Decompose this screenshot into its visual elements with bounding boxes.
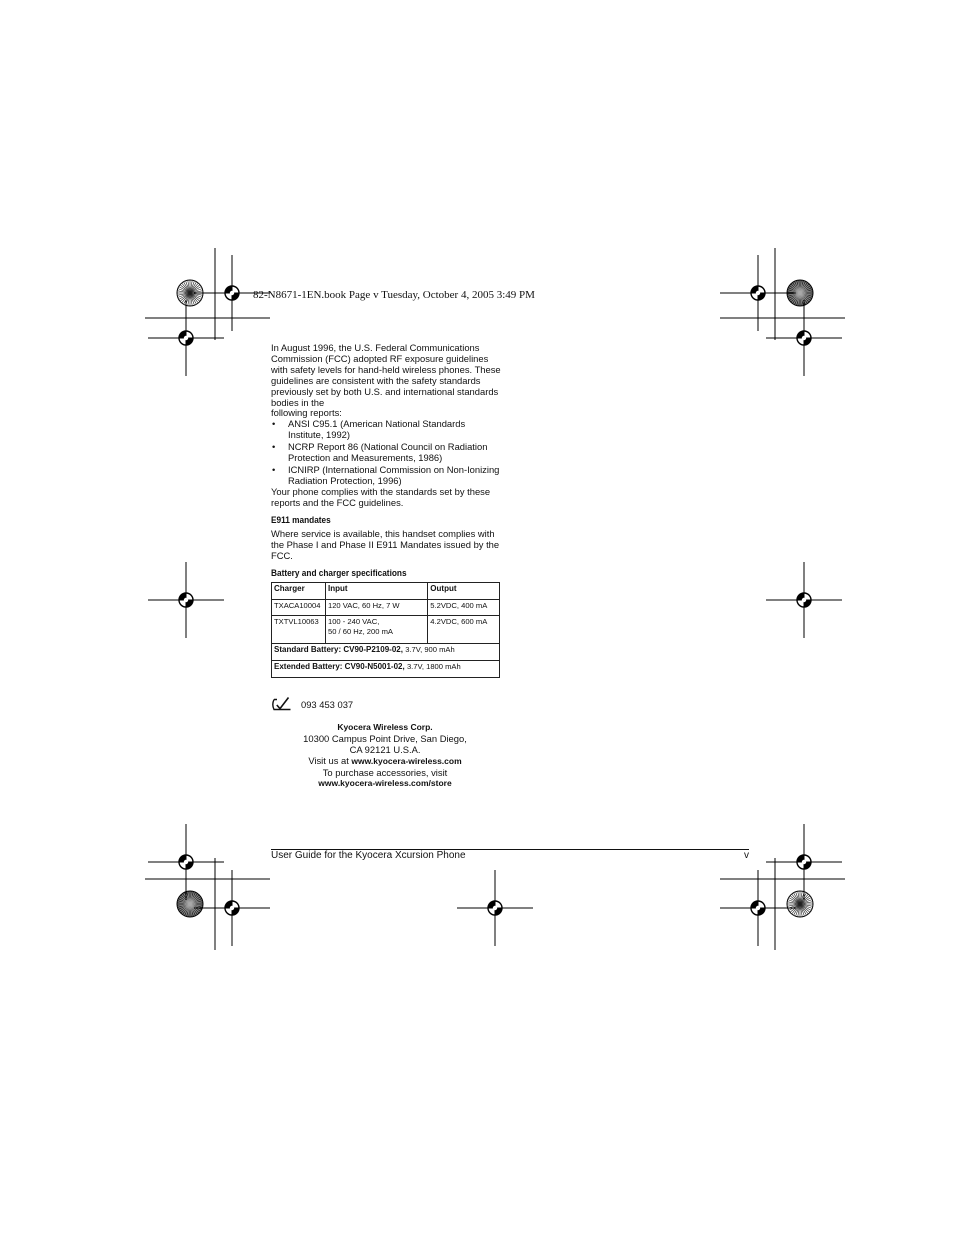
registration-dot (802, 598, 806, 602)
charger-cell: TXTVL10063 (272, 615, 326, 643)
visit-prefix: Visit us at (308, 755, 352, 766)
table-row (272, 599, 500, 615)
registration-dot (230, 906, 234, 910)
company-name: Kyocera Wireless Corp. (337, 722, 433, 732)
input-line: 100 - 240 VAC, (327, 616, 380, 626)
intro-tail: following reports: (271, 407, 342, 419)
charger-cell: TXACA10004 (272, 599, 326, 615)
registration-dot (493, 906, 497, 910)
registration-dot (184, 860, 188, 864)
page-content (271, 343, 503, 678)
company-address-2: CA 92121 U.S.A. (349, 744, 421, 755)
intro-paragraph: In August 1996, the U.S. Federal Communications Commission (FCC) adopted RF exposure guidelines with safety levels for hand-held wireless phones. These guidelines are consistent with the safety standards previously set by both U.S. and international standards bodies in the (271, 342, 501, 408)
registration-dot (184, 598, 188, 602)
standard-battery-cell (272, 643, 500, 660)
table-header-row (272, 582, 500, 599)
extended-battery-spec: 3.7V, 1800 mAh (406, 661, 461, 671)
c-tick-icon (271, 696, 293, 713)
standard-battery-spec: 3.7V, 900 mAh (405, 644, 455, 654)
footer-title: User Guide for the Kyocera Xcursion Phone (271, 850, 466, 861)
e911-paragraph: Where service is available, this handset complies with the Phase I and Phase II E911 Mandates issued by the FCC. (271, 527, 500, 561)
book-header: 82-N8671-1EN.book Page v Tuesday, October 4, 2005 3:49 PM (253, 289, 535, 301)
standard-battery-label: Standard Battery: CV90-P2109-02, (274, 644, 403, 654)
header-output: Output (428, 582, 500, 599)
input-cell (325, 615, 427, 643)
registration-dot (756, 291, 760, 295)
registration-dot (184, 336, 188, 340)
registration-dot (802, 860, 806, 864)
website-link[interactable]: www.kyocera-wireless.com (351, 756, 462, 766)
spec-table (271, 582, 500, 678)
table-row (272, 615, 500, 643)
standard-battery-row (272, 643, 500, 660)
extended-battery-label: Extended Battery: CV90-N5001-02, (274, 661, 405, 671)
e911-heading: E911 mandates (271, 514, 331, 525)
extended-battery-cell (272, 660, 500, 677)
input-cell (325, 599, 427, 615)
extended-battery-row (272, 660, 500, 677)
header-input: Input (325, 582, 427, 599)
page-number: v (744, 850, 749, 861)
list-item: • ICNIRP (International Commission on Non-Ionizing Radiation Protection, 1996) (271, 465, 503, 487)
output-cell: 4.2VDC, 600 mA (428, 615, 500, 643)
registration-dot (756, 906, 760, 910)
report-list (271, 419, 503, 487)
store-link[interactable]: www.kyocera-wireless.com/store (318, 778, 452, 788)
list-item: • NCRP Report 86 (National Council on Radiation Protection and Measurements, 1986) (271, 442, 503, 464)
input-line: 120 VAC, 60 Hz, 7 W (327, 600, 400, 610)
header-charger: Charger (272, 582, 326, 599)
registration-dot (802, 336, 806, 340)
company-block (271, 722, 499, 789)
purchase-line: To purchase accessories, visit (322, 767, 448, 778)
registration-dot (230, 291, 234, 295)
company-address-1: 10300 Campus Point Drive, San Diego, (303, 733, 467, 744)
list-item: • ANSI C95.1 (American National Standards Institute, 1992) (271, 419, 503, 441)
compliance-paragraph: Your phone complies with the standards set by these reports and the FCC guidelines. (271, 486, 491, 509)
visit-line (271, 755, 499, 767)
output-cell: 5.2VDC, 400 mA (428, 599, 500, 615)
rcm-number: 093 453 037 (301, 699, 354, 710)
battery-heading: Battery and charger specifications (271, 567, 407, 578)
input-line: 50 / 60 Hz, 200 mA (327, 626, 393, 636)
